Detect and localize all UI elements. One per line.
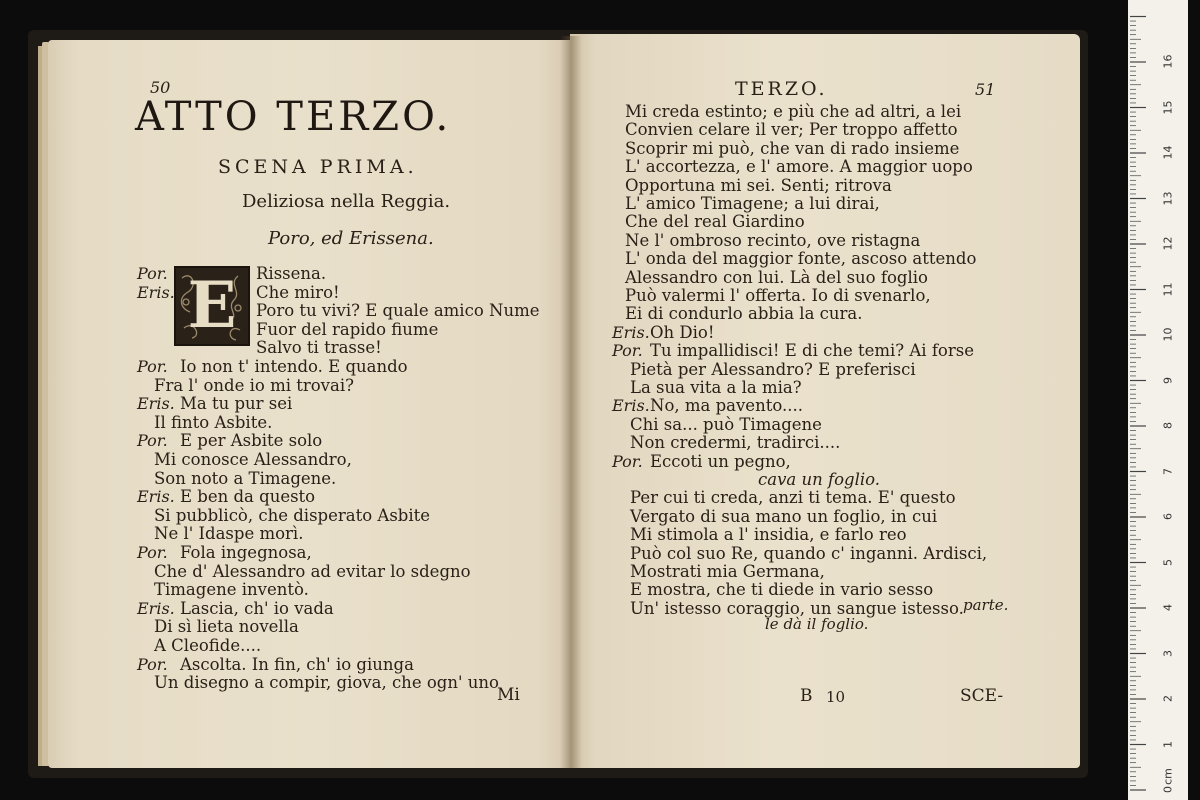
ruler-label: 1 xyxy=(1161,740,1175,748)
act-title: ATTO TERZO. xyxy=(135,94,452,140)
right-page-number: 51 xyxy=(975,80,996,99)
verse-line: Vergato di sua mano un foglio, in cui xyxy=(630,506,938,526)
verse-line: Si pubblicò, che disperato Asbite xyxy=(154,505,431,525)
ruler-label: 0 xyxy=(1161,786,1175,793)
signature-number: 10 xyxy=(826,688,846,706)
verse-line: Ne l' ombroso recinto, ove ristagna xyxy=(625,230,921,250)
scene-setting: Deliziosa nella Reggia. xyxy=(242,191,451,212)
ruler-unit: cm xyxy=(1161,768,1175,785)
ruler-label: 14 xyxy=(1161,145,1175,160)
verse-line: Convien celare il ver; Per troppo affetto xyxy=(625,120,958,140)
ruler-label: 7 xyxy=(1161,467,1175,475)
verse-line: Tu impallidisci! E di che temi? Ai forse xyxy=(650,341,974,361)
verse-line: Un disegno a compir, giova, che ogn' uno xyxy=(154,673,499,693)
verse-line: Chi sa... può Timagene xyxy=(630,414,822,434)
ruler-label: 15 xyxy=(1161,100,1175,114)
verse-line: Ne l' Idaspe morì. xyxy=(154,524,304,544)
speaker-label: Por. xyxy=(612,341,643,361)
ruler-label: 12 xyxy=(1161,236,1175,251)
speaker-label: Eris. xyxy=(612,396,650,416)
verse-line: Fra l' onde io mi trovai? xyxy=(154,375,354,395)
verse-line: Può valermi l' offerta. Io di svenarlo, xyxy=(625,286,931,305)
speaker-label: Por. xyxy=(137,264,168,283)
verse-line: Che del real Giardino xyxy=(625,212,805,232)
scene-heading: SCENA PRIMA. xyxy=(218,156,418,178)
verse-line: Alessandro con lui. Là del suo foglio xyxy=(625,267,928,287)
verse-line: Pietà per Alessandro? E preferisci xyxy=(630,359,916,379)
verse-line: Non credermi, tradirci.... xyxy=(630,433,841,453)
verse-line: Ascolta. In fin, ch' io giunga xyxy=(180,654,414,674)
verse-line: Son noto a Timagene. xyxy=(154,468,337,488)
left-catchword: Mi xyxy=(497,685,520,705)
verse-line: Per cui ti creda, anzi ti tema. E' questo xyxy=(630,488,956,508)
ruler-ticks xyxy=(1128,0,1188,800)
verse-line: Mostrati mia Germana, xyxy=(630,562,825,581)
verse-line: Oh Dio! xyxy=(650,322,715,342)
speaker-label: Por. xyxy=(612,451,643,471)
signature-mark: B xyxy=(800,686,813,706)
verse-line: Di sì lieta novella xyxy=(154,617,299,637)
speaker-label: Por. xyxy=(137,543,168,562)
verse-line: Che d' Alessandro ad evitar lo sdegno xyxy=(154,561,471,581)
ruler-label: 16 xyxy=(1161,54,1175,69)
verse-line: L' accortezza, e l' amore. A maggior uopo xyxy=(625,157,973,177)
verse-line: La sua vita a la mia? xyxy=(630,378,802,397)
initial-letter: E xyxy=(187,268,237,343)
verse-line: Il finto Asbite. xyxy=(154,412,273,432)
ruler-label: 13 xyxy=(1161,191,1175,205)
speaker-label: Por. xyxy=(137,654,168,674)
stage-direction-parte: parte. xyxy=(963,596,1009,614)
verse-line: Lascia, ch' io vada xyxy=(180,598,334,618)
ruler-label: 11 xyxy=(1161,282,1175,296)
verse-line: Poro tu vivi? E quale amico Nume xyxy=(256,301,540,321)
verse-line: Timagene inventò. xyxy=(154,580,309,600)
verse-line: A Cleofide.... xyxy=(154,636,262,655)
ruler-label: 3 xyxy=(1161,649,1175,657)
decorated-initial xyxy=(174,266,250,346)
stage-direction: cava un foglio. xyxy=(758,470,881,489)
scene-characters: Poro, ed Erissena. xyxy=(268,228,434,249)
verse-line: E ben da questo xyxy=(180,487,316,507)
speaker-label: Eris. xyxy=(137,598,175,618)
speaker-label: Por. xyxy=(137,357,168,376)
verse-line: E mostra, che ti diede in vario sesso xyxy=(630,580,934,600)
speaker-label: Eris. xyxy=(137,394,175,414)
verse-line: Ei di condurlo abbia la cura. xyxy=(625,304,863,324)
speaker-label: Eris. xyxy=(612,322,650,342)
verse-line: L' amico Timagene; a lui dirai, xyxy=(625,194,880,213)
verse-line: E per Asbite solo xyxy=(180,431,323,451)
verse-line: L' onda del maggior fonte, ascoso attendo xyxy=(625,249,977,269)
verse-line: Mi stimola a l' insidia, e farlo reo xyxy=(630,525,907,545)
verse-line: Opportuna mi sei. Senti; ritrova xyxy=(625,175,892,195)
speaker-label: Eris. xyxy=(137,487,175,507)
verse-line: Un' istesso coraggio, un sangue istesso. xyxy=(630,598,964,618)
running-head: TERZO. xyxy=(735,78,828,100)
verse-line: Scoprir mi può, che van di rado insieme xyxy=(625,138,960,158)
ruler-label: 10 xyxy=(1161,327,1175,342)
verse-line: Salvo ti trasse! xyxy=(256,338,382,358)
verse-line: Che miro! xyxy=(256,282,340,302)
ruler-label: 8 xyxy=(1161,422,1175,429)
speaker-label: Eris. xyxy=(137,282,175,302)
verse-line: Io non t' intendo. E quando xyxy=(180,357,408,376)
verse-line: Fuor del rapido fiume xyxy=(256,319,439,339)
verse-line: Eccoti un pegno, xyxy=(650,451,791,471)
ruler-label: 9 xyxy=(1161,376,1175,384)
verse-line: Ma tu pur sei xyxy=(180,394,293,414)
verse-line: Rissena. xyxy=(256,264,327,283)
measurement-ruler xyxy=(1128,0,1188,800)
verse-line: Può col suo Re, quando c' inganni. Ardisci, xyxy=(630,543,988,563)
book-gutter xyxy=(560,36,582,768)
verse-line: Mi conosce Alessandro, xyxy=(154,450,352,469)
speaker-label: Por. xyxy=(137,431,168,451)
ruler-label: 6 xyxy=(1161,513,1175,520)
verse-line: Mi creda estinto; e più che ad altri, a lei xyxy=(625,102,962,121)
right-catchword: SCE- xyxy=(960,686,1004,706)
ruler-label: 5 xyxy=(1161,558,1175,566)
verse-line: No, ma pavento.... xyxy=(650,396,803,416)
verse-line: Fola ingegnosa, xyxy=(180,543,312,562)
left-page-number: 50 xyxy=(150,78,171,97)
ruler-label: 4 xyxy=(1161,604,1175,611)
ruler-label: 2 xyxy=(1161,695,1175,702)
stage-direction-foglio: le dà il foglio. xyxy=(765,615,869,633)
